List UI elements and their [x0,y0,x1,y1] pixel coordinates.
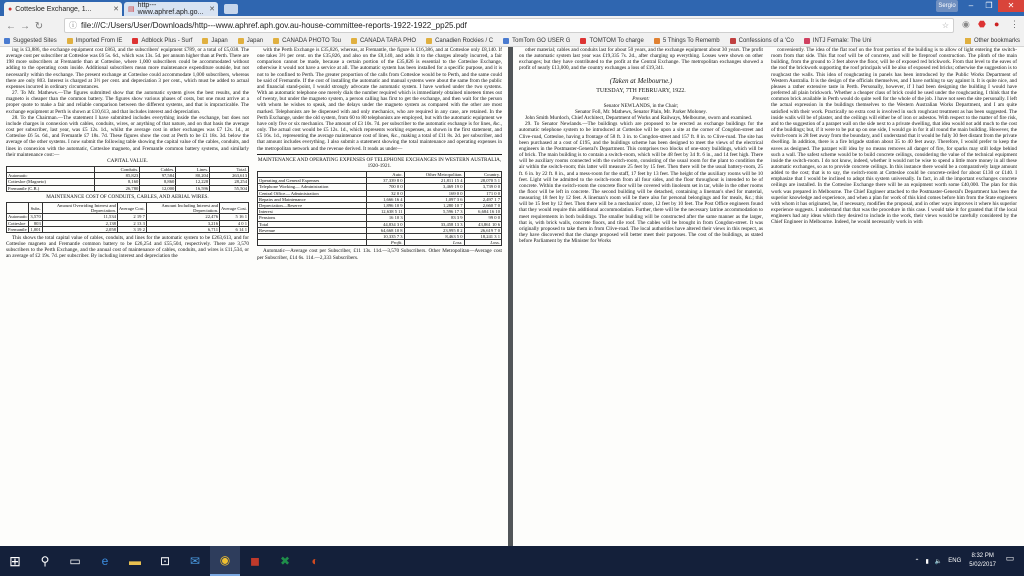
paragraph: 29. To Senator Newlands.—The buildings which are proposed to be erected as exchange buildings for the automatic telephone system to be introduced at Cottesloe will be upon a site at the corner of Congdon-street and Clive-road, Cottesloe, having a frontage of 58 ft. 3 in. to Congdon-street and 157 ft. 8 in. to Clive-road. The site has been purchased at a cost of £195, and the buildings scheme has been designed to meet the views of the electrical engineers in the Postmaster-General's Department. This comprises two blocks of one-story buildings, which will be of brick. The main building is to contain a switch-room, which will be 48 feet by 34 ft. 6 in., and 14 feet high. There will be auxiliary rooms connected with the switch-room, consisting of the usual room for the plant to condition the air within the switch-room; this latter will measure 25 feet by 15 feet. Then there will be the usual battery-room, 25 ft. 6 in. by 22 ft. 8 in., and a mess-room for the staff, 17 feet by 13 feet. The height of the auxiliary rooms will be 10 feet. Light will be admitted to the switch-room from all four sides, and the floor throughout is intended to be of concrete. Within the switch-room the concrete floor will be covered with linoleum set in tar, while in the other rooms the floor will be left in concrete. The second building will be detached, containing a lineman's shed for material, measuring 18 feet by 12 feet. A lineman's room will be there also for personal belongings and for meals, &c.; this will be 15 feet by 12 feet. Then there will be a mechanics' store, 12 feet by 10 feet. The Post Office engineers found that they would require this additional accommodation. Further, there will be the necessary latrine accommodation to meet requirements in both buildings. The smaller building will be constructed after the same manner as the larger, that is, with brick walls, concrete floors, and tile roof. The cables will be brought in from Congdon-street. It was originally proposed to take them in from Clive-road. The local authorities have altered their views in this respect, as they have discovered that the change proposed will better meet their purposes. The cost of the buildings, as stated before Parliament by the Minister for Works [519,121,763,245]
adblock-icon[interactable]: ⬣ [978,19,986,29]
table-row: Interest 12,638 5 11 5,596 17 3 6,684 16 10 [259,209,500,215]
bookmark-item[interactable]: CANADA TARA PHO [351,38,416,44]
back-icon[interactable]: ← [6,20,16,32]
other-bookmarks[interactable]: Other bookmarks [965,38,1020,44]
divider [257,154,502,155]
paragraph: other material; cables and conduits last for about 50 years, and the exchange equipment about 30 years. The profit on the automatic system last year was £19,335 7s. 2d., after charging up everything. Losses were shown on other exchanges; but they have contributed to the profit at the Central Exchange. The metropolitan exchanges showed a profit of nearly £13,000, and the country exchanges a loss of £19,341. [519,47,763,72]
table-title: CAPITAL VALUE. [107,157,148,164]
edge-icon[interactable]: e [101,554,109,568]
mail-icon[interactable]: ✉ [189,554,201,568]
paragraph: This shows the total capital value of cables, conduits, and lines for the automatic system to be £263,613, and for Cottesloe magneto and Fremantle common battery to be £26,254 and £55,504, respectively. There are 3,570 subscribers to the Perth Exchange, and the annual cost of maintenance of cables, conduits, and wires is £11,534, or an average of £2 19s. 7d. per subscriber. By including interest and depreciation the [6,234,249,260]
close-tab-icon[interactable]: ✕ [113,6,119,13]
store-icon[interactable]: ⊡ [159,554,171,568]
page-info-icon[interactable]: ⓘ [69,21,77,30]
table-row: Profit. Loss. Loss. [258,240,502,246]
page-icon [730,38,736,44]
bookmark-item[interactable]: Japan [238,38,263,44]
paragraph: with the Perth Exchange is £35,826, whereas, at Fremantle, the figure is £16,386, and at Cottesloe only £8,140. If one takes 3½ per cent. on the £35,826, and also on the £8,140, and adds it to the charges already incurred, a fair comparison cannot be made, because a certain portion of the £35,826 is essential to the Cottesloe Exchange, otherwise it would not have a service at all. The automatic system has been installed for a specific purpose, and it is not to be confined to Perth. The greater proportion of the calls from Cottesloe would be to Perth, and the same could be said of Fremantle. If the cost of installing the automatic and manual systems were about the same from the public and financial stand-point, I would strongly advocate the automatic system. I have worked under the two systems. With an automatic telephone one merely dials the number required which is immediately obtained nineteen times out of twenty, but under the magneto system, a person calling has first to get the exchange, and then wait for the person with whom he wishes to speak, and the delays under the magneto system as compared with the other are most marked. Telephonists are be dispensed with and only mechanics, who are required in any case, are retained. In the Perth Exchange, under the old system, from 60 to 80 telephonists are employed, but with the automatic equipment we have only five or six mechanics. The amount of £3 10s. 7d. per subscriber to the automatic exchange is for lines, &c., only. The actual cost would be £5 12s. 1d., which represents working expenses, as shown in the first statement, and £5 16s. 1d., representing the average maintenance cost of lines, &c., making a total of £11 8s. 2d. per subscriber, and that amount includes everything. I also submit a statement showing the total maintenance and operating expenses in the metropolitan network and the revenue derived. It reads as under— [257,47,502,152]
search-icon[interactable]: ⚲ [40,554,50,568]
bookmark-item[interactable]: Imported From IE [67,38,123,44]
bookmark-item[interactable]: INTJ Female: The Uni [804,38,872,44]
folder-icon [351,38,357,44]
chevron-up-icon[interactable]: ⌃ [914,558,920,565]
clock-date: 5/02/2017 [969,562,996,568]
bookmark-item[interactable]: Suggested Sites [4,38,57,44]
maximize-button[interactable]: ❐ [985,1,993,10]
tab-title: http---www.aphref.aph.go... [137,2,204,16]
forward-icon[interactable]: → [20,20,30,32]
capital-value-table: Conduits. Cables. Lines. Total. Automatic 85,823 97,584 80,204 263,613 Cottesloe (Magneto) 8,160 8,860 12,228 28,254 Fremantle (C.B.) 26,780 12,000 16,596 55,504 [8,166,247,191]
bookmark-item[interactable]: TomTom GO USER G [503,38,570,44]
table-row: Telephone Working— Administration 700 0 0 3,469 19 0 3,739 0 0 [259,184,500,190]
text-column [257,47,502,546]
table-row: Central Office— Administration 32 0 0 169 0 0 171 0 0 [259,190,500,196]
text-column [6,47,249,546]
present-label: Present: [632,95,650,102]
network-icon[interactable]: ▮ [925,558,929,565]
pdf-viewer[interactable] [0,47,1024,546]
task-view-icon[interactable]: ▭ [69,554,81,568]
bookmark-item[interactable]: TOMTOM To charge [580,38,643,44]
text-column [771,47,1017,546]
bookmark-item[interactable]: Adblock Plus - Surf [132,38,192,44]
new-tab-button[interactable] [224,4,238,14]
paragraph: 28. To the Chairman.—The statement I have submitted includes everything inside the exchange, but does not include charges in connexion with cables, conduits, wires, or anything of that nature, and on that basis the average cost per subscriber, last year, was £5 12s. 1d., whilst the average cost in other exchanges was £7 12s. 1d., at Cottesloe £6 5s. 6d., and Fremantle £7 18s. 7d. These figures show the cost at Perth to be £1 18s. 3d. below the average of the other systems. I now submit the following table showing the capital value of the cables, conduits, and lines in connexion with the automatic, Cottesloe magneto, and Fremantle common battery systems, and similarly their maintenance cost:— [6,114,249,158]
paragraph: ing is £3,886, the exchange equipment cost £863, and the subscribers' equipment £789, or a total of £5,038. The average cost per subscriber at Cottesloe was £6 5s. 6d., which was 13s. 5d. per annum higher than at Perth. There are 198 more subscribers at Fremantle than at Cottesloe, where 1,000 subscribers could be accommodated without adding to the operating costs inside. Additional subscribers mean more maintenance expenditure outside, but not necessarily within the exchange. The present exchange at Cottesloe could accommodate 1,000 subscribers, whereas there are only 803. Interest is charged at 3½ per cent. and depreciation 3 per cent., which must be added to actual expenses incurred in ordinary circumstances. [6,47,249,90]
taskbar [0,546,1024,576]
table-title: MAINTENANCE AND OPERATING EXPENSES OF TELEPHONE EXCHANGES IN WESTERN AUSTRALIA, 1920-1921. [257,156,502,169]
bookmark-star-icon[interactable]: ☆ [941,21,949,30]
app-icon[interactable]: ◼ [250,554,260,568]
members-list: Senator Foll, Mr. Mathews, Senator Plain, Mr. Parker Moloney. [575,108,707,115]
table-row: Fremantle (C.B.) 26,780 12,000 16,596 55,504 [8,185,247,191]
volume-icon[interactable]: 🔈 [934,558,943,565]
page-icon [804,38,810,44]
table-row: Revenue 64,668 10 8 23,995 8 2 26,619 7 0 [259,227,500,233]
clock[interactable] [969,552,996,570]
page-icon [580,38,586,44]
tab-pdf[interactable] [124,2,218,16]
page-icon [503,38,509,44]
folder-icon [238,38,244,44]
table-row: 10,335 7 3 8,463 5 0 18,241 3 1 [258,234,502,240]
chrome-icon: ● [8,5,13,13]
text-column [519,47,763,546]
paragraph: conveniently. The idea of the flat roof on the front portion of the building is to allow of light entering the switch-room from that side. This flat roof will be of concrete, and will be fireproof construction. The plinth of the main building, from the ground to 3 feet above the floor, will be of exposed red brickwork. From that level to the eaves of the roof the brickwork supporting the roof principals will be also of exposed red bricks; otherwise the suggestion is to roughcast the walls. This idea of roughcasting in panels has been introduced by the Public Works Department of Western Australia. It is the design of the officials themselves, and I have nothing to say against it. It is quite nice, and pleases a rather extensive taste in Perth. Personally, however, if I had been designing the building I would have preferred all plain brickwork. Whether a cheaper class of brick could be used under the roughcasting, I think that the common brick available in Perth would do quite well for the whole of the job. I have not seen the site personally. I left the actual expression in the buildings themselves to the Western Australian Works Department, and I am quite satisfied with their work. Practically no extra cost is involved in such roughcast treatment as has been suggested. The inside walls will be of plaster, and the ceilings will either be of iron or asbestos. With respect to the matter of fire risk, and to the suggestion of a parapet wall on the side next to a private dwelling, that idea would not add much to the cost of the buildings; but, if it were to be put up on one side, I would go in for it all round the main building. However, the switch-room is 28 feet away from the boundary, and I understand that it would be fully 30 feet distant from the private dwelling. In addition, there is a fire brigade station about 35 to 40 feet away. Therefore, I would prefer to keep the eaves as designed. The parapet will idea by no means removes all danger of fire, for sparks may still lodge behind such a wall. The safest scheme would be to build concrete ceilings, considering the value of the technical equipment inside the switch-room. I do not know, indeed, whether it would not be wise to spend a little more money in all these automatic exchanges, so as to provide concrete ceilings. In this instance there would be a comparatively large amount added to the cost; that is to say, the switch-room at Cottesloe could be concrete-ceiled for about £130 or £140. I emphasize that I would be inclined to adopt this system universally. In fact, in all the important exchanges concrete ceilings are installed. In the Cottesloe Exchange there will be an equipment worth some £40,000. The plan for this work was prepared in Melbourne. The Chief Engineer attached to the Postmaster-General's Department has been the superior knowledge and experience, and when a plan for work of this kind comes before him from the State engineers with whom it has originated, he, if necessary, modifies the proposal, and in other ways improves it where his superior experience suggests. I understand that that was the procedure in this case. I would take it for granted that if the local engineers had any ideas which they desired to include in the work, their views would be carefully considered by the Chief Engineer in Melbourne. Indeed, he would necessarily work in with [771,47,1017,226]
chrome-icon[interactable]: ◉ [210,546,240,576]
table-row: Cottesloe (Magneto) 8,160 8,860 12,228 28,254 [8,179,247,185]
bookmarks-bar [0,36,1024,47]
clock-time: 8:32 PM [971,553,994,559]
maintenance-cost-table: Subs. Amount Overriding Interest and Depreciation. Average Cost. Amount Including Interest and Depreciation. Average Cost. Automatic 3,570 11,534 2 19 7 22,476 5 16 1 Cottesloe 803 2,138 2 13 3 3,216 4 0 1 Fremantle 1,001 2,058 3 19 2 6,711 6 14 1 [8,202,247,232]
table-title: MAINTENANCE COST OF CONDUITS, CABLES, AND AERIAL WIRES. [46,193,209,200]
page-icon [654,38,660,44]
pdf-page-right [513,47,1024,546]
abp-icon[interactable]: ● [994,19,1000,29]
apps-icon [4,38,10,44]
section-heading: (Taken at Melbourne.) [609,76,673,85]
file-explorer-icon[interactable]: ▬ [129,554,141,568]
table-row: Automatic 85,823 97,584 80,204 263,613 [8,173,247,179]
system-tray [914,546,1018,576]
table-row: Repairs and Maintenance 1,666 16 4 1,097 3 6 2,497 1 7 [259,196,500,202]
table-row: Cottesloe 803 2,138 2 13 3 3,216 4 0 1 [8,220,247,226]
tab-title: Cottesloe Exchange, 1... [15,5,92,13]
date-heading: TUESDAY, 7TH FEBRUARY, 1922. [596,87,686,94]
table-row: Pensions 16 10 3 83 3 9 99 0 0 [259,215,500,221]
language-indicator[interactable]: ENG [948,558,962,564]
folder-icon [273,38,279,44]
chair-label: Senator NEWLANDS, in the Chair; [603,102,679,109]
bookmark-item[interactable]: CANADA PHOTO Tou [273,38,341,44]
pdf-page-left [0,47,508,546]
notification-icon[interactable]: ▭ [1005,553,1015,563]
extension-icon[interactable]: ◉ [962,19,970,29]
reload-icon[interactable]: ↻ [34,20,44,32]
folder-icon [426,38,432,44]
operating-expenses-table: Auto. Other Metropolitan. Country. Operating and General Expenses 37,339 8 0 21,811 15 4 28,070 5 1 Telephone Working— Administration 700 0 0 3,469 19 0 3,739 0 0 Central Office— Administration 32 0 0 169 0 0 171 0 0 Repairs and Maintenance 1,666 16 4 1,097 3 6 2,497 1 7 Depreciation—Reserve 1,896 10 9 1,280 10 7 2,660 7 0 Interest 12,638 5 11 5,596 17 3 6,684 16 10 Pensions 16 10 3 83 3 9 99 0 0 Total 44,834 3 0 33,458 13 3 43,861 10 6 Revenue 64,668 10 8 23,995 8 2 26,619 7 0 10,335 7 3 8,463 5 0 18,241 3 1 Profit. Loss. Loss. [259,171,500,246]
folder-icon [965,38,971,44]
tab-active[interactable] [4,2,122,16]
profile-button[interactable]: Sergio [936,0,958,12]
close-tab-icon[interactable]: ✕ [209,6,215,13]
excel-icon[interactable]: ✖ [279,554,291,568]
bookmark-item[interactable]: Confessions of a 'Co [730,38,794,44]
table-row: Depreciation—Reserve 1,896 10 9 1,280 10 7 2,660 7 0 [259,202,500,208]
window-controls [936,0,1024,14]
paragraph: Automatic—Average cost per Subscriber, £11 13s. 11d.—3,570 Subscribers. Other Metropolitan—Average cost per Subscriber, £14 6s. 11d.—2,333 Subscribers. [257,248,502,261]
pdf-icon: ▤ [128,6,135,13]
address-text: file:///C:/Users/User/Downloads/http---www.aphref.aph.gov.au-house-committee-reports-1922-1922_pp25.pdf [81,21,467,30]
minimize-button[interactable]: – [968,1,974,10]
tab-strip [0,0,1024,16]
address-bar[interactable] [64,18,954,33]
adblock-icon [132,38,138,44]
table-row: Operating and General Expenses 37,339 8 0 21,811 15 4 28,070 5 1 [259,178,500,184]
folder-icon [202,38,208,44]
table-row: Fremantle 1,001 2,058 3 19 2 6,711 6 14 1 [8,226,247,232]
witness-line: John Smith Murdoch, Chief Architect, Department of Works and Railways, Melbourne, sworn and examined. [525,115,753,122]
table-row: Automatic 3,570 11,534 2 19 7 22,476 5 16 1 [8,214,247,220]
paragraph: 27. To Mr. Mathews.—The figures submitted show that the automatic system gives the best results, and the magneto is cheaper than the common battery. The figures show various phases of costs, but one must arrive at a proper quote to make a fair and reliable comparison between the different systems, and that is impracticable. The exchange equipment at Perth is shown at £10,613, and that includes interest and depreciation. [6,90,249,115]
close-window-button[interactable]: ✕ [998,0,1024,12]
bookmark-item[interactable]: Canadien Rockies / C [426,38,493,44]
bookmark-item[interactable]: Japan [202,38,227,44]
menu-icon[interactable]: ⋮ [1010,19,1019,29]
windows-start-icon[interactable]: ⊞ [9,552,21,569]
folder-icon [67,38,73,44]
powerpoint-icon[interactable]: ◐ [311,554,319,568]
bookmark-item[interactable]: 5 Things To Rememb [654,38,720,44]
table-row: Total 44,834 3 0 33,458 13 3 43,861 10 6 [259,221,500,227]
